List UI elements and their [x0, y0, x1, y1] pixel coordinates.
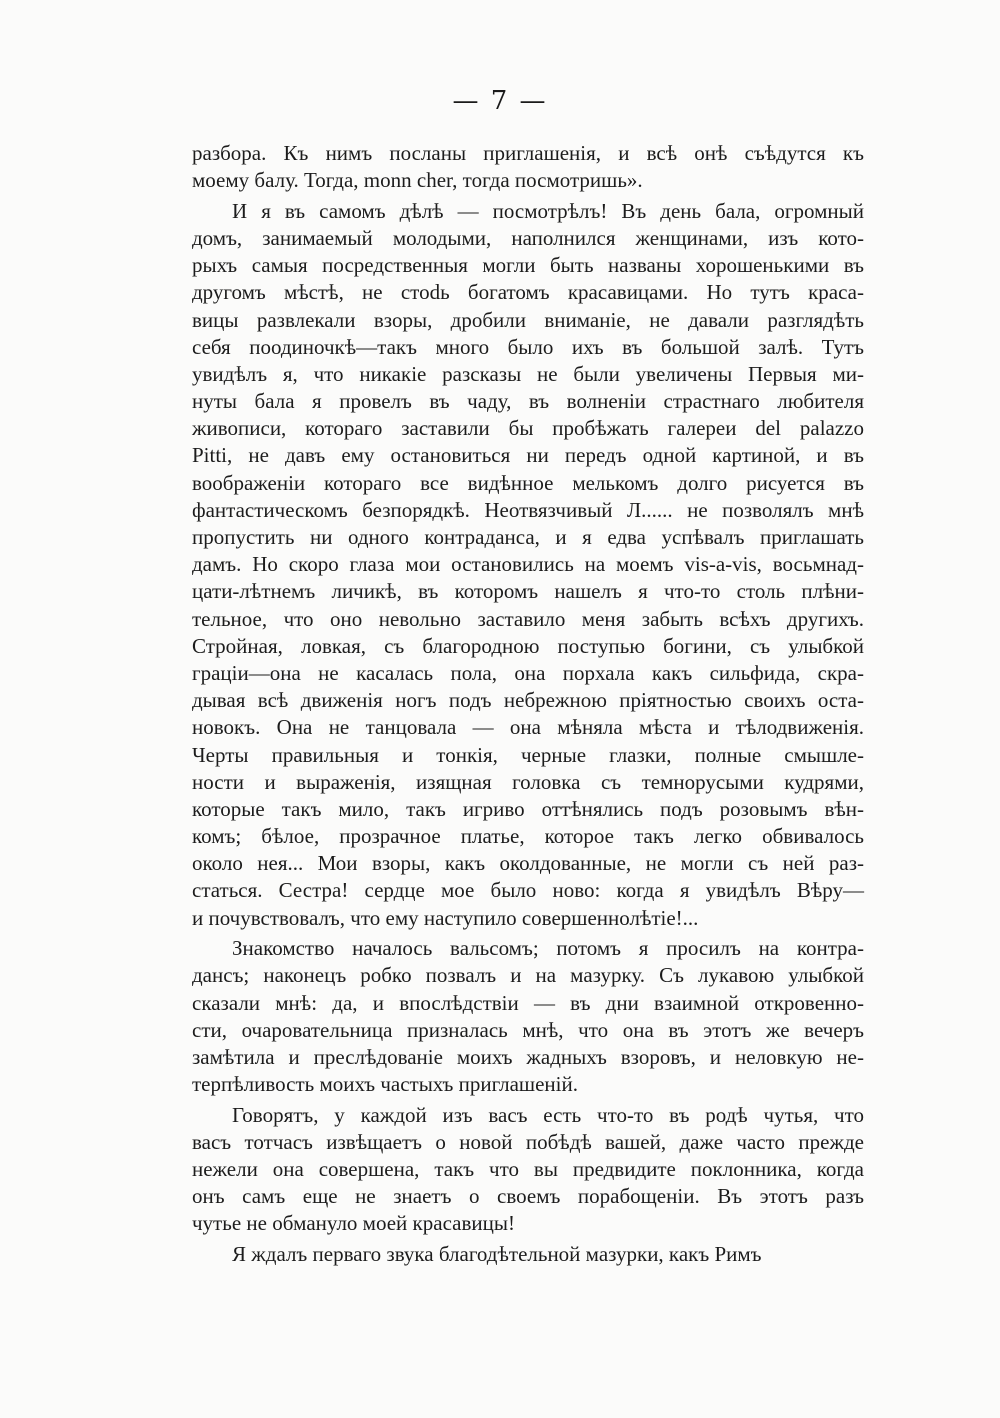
paragraph — [192, 1102, 864, 1238]
text-line: онъ самъ еще не знаетъ о своемъ порабощеніи. Въ этотъ разъ — [192, 1184, 864, 1209]
paragraph — [192, 198, 864, 932]
text-line: другомъ мѣстѣ, не стоdь богатомъ красавицами. Но тутъ краса- — [192, 280, 864, 305]
text-line: замѣтила и преслѣдованіе моихъ жадныхъ взоровъ, и неловкую не- — [192, 1044, 864, 1069]
text-line: пропустить ни одного контраданса, и я едва успѣвалъ приглашать — [192, 525, 864, 550]
text-line: тельное, что оно невольно заставило меня забыть всѣхъ другихъ. — [192, 606, 864, 631]
paragraph — [192, 935, 864, 1098]
text-line: воображеніи котораго все видѣнное мелькомъ долго рисуется въ — [192, 470, 864, 495]
text-line: рыхъ самыя посредственныя могли быть названы хорошенькими въ — [192, 253, 864, 278]
text-line: увидѣлъ я, что никакіе разсказы не были увеличены Первыя ми- — [192, 361, 864, 386]
text-line: Знакомство началось вальсомъ; потомъ я просилъ на контра- — [232, 936, 864, 961]
text-line: васъ тотчасъ извѣщаетъ о новой побѣдѣ вашей, даже часто прежде — [192, 1129, 864, 1154]
text-line: ности и выраженія, изящная головка съ темнорусыми кудрями, — [192, 769, 864, 794]
text-line: фантастическомъ безпорядкѣ. Неотвязчивый Л...... не позволялъ мнѣ — [192, 497, 864, 522]
text-line: Pitti, не давъ ему остановиться ни передъ одной картиной, и въ — [192, 443, 864, 468]
paragraph — [192, 140, 864, 194]
body-text — [192, 140, 864, 1268]
text-line: дансъ; наконецъ робко позвалъ и на мазурку. Съ лукавою улыбкой — [192, 963, 864, 988]
text-line: сти, очаровательница призналась мнѣ, что она въ этотъ же вечеръ — [192, 1017, 864, 1042]
text-line: которые такъ мило, такъ игриво оттѣнялись подъ розовымъ вѣн- — [192, 796, 864, 821]
page-number: — 7 — — [452, 86, 548, 116]
text-line: живописи, котораго заставили бы пробѣжать галереи del palazzo — [192, 416, 864, 441]
text-line: нуты бала я провелъ въ чаду, въ волненіи страстнаго любителя — [192, 389, 864, 414]
text-line: разбора. Къ нимъ посланы приглашенія, и всѣ онѣ съѣдутся къ — [192, 141, 864, 165]
text-line: себя поодиночкѣ—такъ много было ихъ въ большой залѣ. Тутъ — [192, 334, 864, 359]
text-line: чутье не обмануло моей красавицы! — [192, 1211, 515, 1236]
paragraph — [192, 1241, 864, 1268]
text-line: новокъ. Она не танцовала — она мѣняла мѣста и тѣлодвиженія. — [192, 715, 864, 740]
text-line: Стройная, ловкая, съ благородною поступью богини, съ улыбкой — [192, 633, 864, 658]
text-line: граціи—она не касалась пола, она порхала какъ сильфида, скра- — [192, 660, 864, 685]
text-line: комъ; бѣлое, прозрачное платье, которое такъ легко обвивалось — [192, 824, 864, 849]
text-line: сказали мнѣ: да, и впослѣдствіи — въ дни взаимной откровенно- — [192, 990, 864, 1015]
text-line: Черты правильныя и тонкія, черные глазки, полные смышле- — [192, 742, 864, 767]
text-line: домъ, занимаемый молодыми, наполнился женщинами, изъ кото- — [192, 225, 864, 250]
text-line: терпѣливость моихъ частыхъ приглашеній. — [192, 1072, 578, 1097]
text-line: Я ждалъ перваго звука благодѣтельной мазурки, какъ Римъ — [232, 1242, 762, 1267]
text-line: и почувствовалъ, что ему наступило совершеннолѣтіе!... — [192, 905, 699, 930]
text-line: И я въ самомъ дѣлѣ — посмотрѣлъ! Въ день бала, огромный — [232, 198, 864, 223]
text-line: вицы развлекали взоры, дробили вниманіе, не давали разглядѣть — [192, 307, 864, 332]
text-line: дывая всѣ движенія ногъ подъ небрежною пріятностью своихъ оста- — [192, 688, 864, 713]
text-line: дамъ. Но скоро глаза мои остановились на моемъ vis-a-vis, восьмнад- — [192, 552, 864, 577]
text-line: цати-лѣтнемъ личикѣ, въ которомъ нашелъ я что-то столь плѣни- — [192, 579, 864, 604]
text-line: около нея... Мои взоры, какъ околдованные, не могли съ ней раз- — [192, 851, 864, 876]
text-line: моему балу. Тогда, monn cher, тогда посмотришь». — [192, 168, 643, 193]
text-line: нежели она совершена, такъ что вы предвидите поклонника, когда — [192, 1157, 864, 1182]
text-line: Говорятъ, у каждой изъ васъ есть что-то въ родѣ чутья, что — [232, 1102, 864, 1127]
text-line: статься. Сестра! сердце мое было ново: когда я увидѣлъ Вѣру— — [192, 878, 864, 903]
